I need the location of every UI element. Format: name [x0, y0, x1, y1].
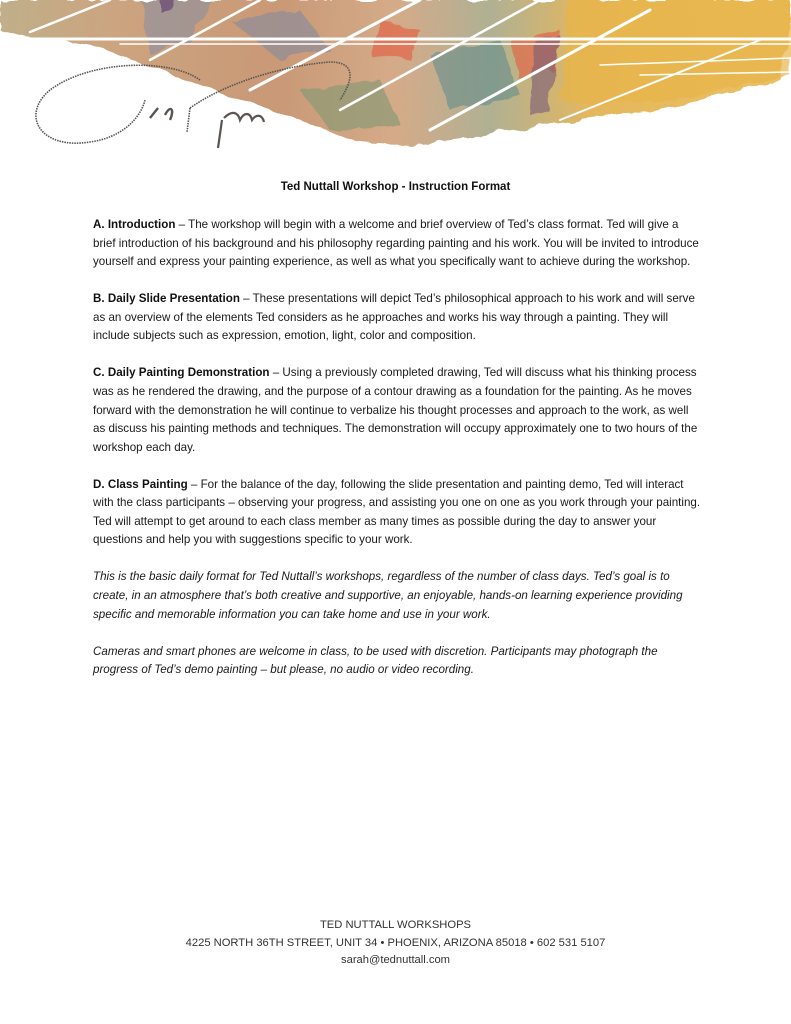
footer-email[interactable]: sarah@tednuttall.com [341, 954, 450, 967]
document-title: Ted Nuttall Workshop - Instruction Format [280, 181, 511, 193]
section-class-painting [93, 476, 703, 550]
section-daily-slide-presentation [93, 290, 703, 346]
footer-organization: TED NUTTALL WORKSHOPS [319, 919, 472, 931]
footer-address: 4225 NORTH 36TH STREET, UNIT 34 • PHOENIX, ARIZONA 85018 • 602 531 5107 [185, 936, 606, 949]
section-daily-painting-demonstration [93, 364, 703, 457]
paint-wash [0, 0, 791, 146]
separator: – [239, 292, 253, 306]
section-body: Using a previously completed drawing, Ted will discuss what his thinking process was as he rendered the drawing, and the purpose of a contour drawing as a foundation for the painting. As he moves forward with the demonstration he will continue to verbalize his thought processes and approach to the work, as well as discuss his painting methods and techniques. The demonstration will occupy approximately one to two hours of the workshop each day. [93, 366, 698, 454]
section-body: The workshop will begin with a welcome and brief overview of Ted’s class format. Ted will give a brief introduction of his background and his philosophy regarding painting and his work. You will be invited to introduce yourself and express your painting experience, as well as what you specifically want to achieve during the workshop. [93, 218, 699, 269]
note-daily-format: This is the basic daily format for Ted Nuttall’s workshops, regardless of the number of class days. Ted’s goal is to create, in an atmosphere that’s both creative and supportive, an enjoyable, hands-on learning experience providing specific and memorable information you can take home and use in your work. [93, 570, 683, 621]
footer [0, 917, 791, 970]
section-heading: C. Daily Painting Demonstration [93, 366, 270, 380]
section-heading: A. Introduction [93, 218, 176, 231]
section-heading: D. Class Painting [93, 477, 188, 491]
section-body: For the balance of the day, following the slide presentation and painting demo, Ted will interact with the class participants – observing your progress, and assisting you one on one as you work through your painting. Ted will attempt to get around to each class member as many times as possible during the day to answer your questions and help you with suggestions specific to your work. [93, 477, 701, 547]
document-body [93, 216, 703, 698]
watercolor-banner [0, 0, 791, 160]
separator: – [269, 366, 283, 380]
section-introduction [93, 216, 703, 272]
section-body: These presentations will depict Ted’s philosophical approach to his work and will serve as an overview of the elements Ted considers as he approaches and works his way through a painting. They will include subjects such as expression, emotion, light, color and composition. [93, 292, 695, 343]
separator: – [187, 477, 201, 491]
note-cameras: Cameras and smart phones are welcome in class, to be used with discretion. Participants may photograph the progress of Ted’s demo painting – but please, no audio or video recording. [93, 644, 658, 677]
section-heading: B. Daily Slide Presentation [93, 292, 240, 306]
separator: – [175, 218, 189, 231]
